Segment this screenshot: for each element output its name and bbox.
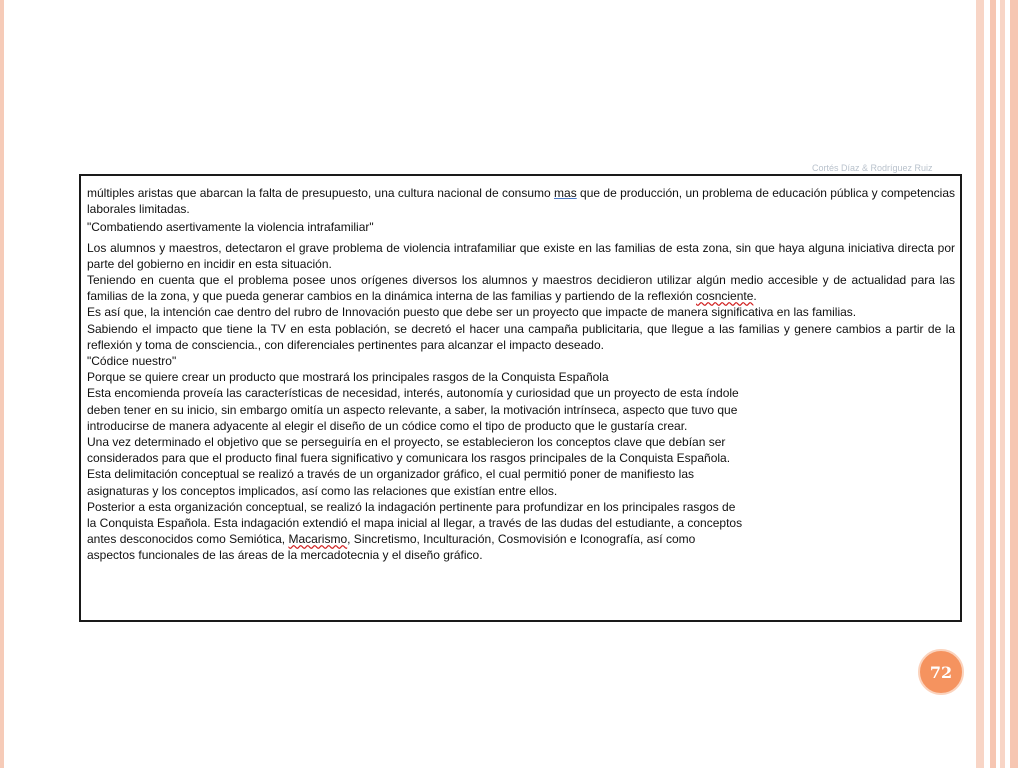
misspelled-word: Macarismo	[288, 532, 348, 547]
page-number-badge: 72	[918, 649, 964, 695]
text-line: la Conquista Española. Esta indagación extendió el mapa inicial al llegar, a través de las dudas del estudiante, a conceptos	[87, 516, 743, 531]
section-heading: "Combatiendo asertivamente la violencia intrafamiliar"	[87, 220, 374, 235]
text-line: considerados para que el producto final fuera significativo y comunicara los rasgos principales de la Conquista Española.	[87, 451, 731, 466]
paragraph: Porque se quiere crear un producto que mostrará los principales rasgos de la Conquista Española	[87, 370, 609, 385]
document-text	[87, 185, 955, 564]
paragraph: Teniendo en cuenta que el problema posee unos orígenes diversos los alumnos y maestros decidieron utilizar algún medio accesible y de actualidad para las familias de la zona, y que pueda generar cambios en la dinámica interna de las familias y partiendo de la reflexión cosnciente.	[87, 273, 955, 304]
text-line: Esta encomienda proveía las características de necesidad, interés, autonomía y curiosidad que un proyecto de esta índole	[87, 386, 739, 401]
misspelled-word: cosnciente	[696, 289, 754, 304]
section-heading: "Códice nuestro"	[87, 354, 177, 369]
text-line: deben tener en su inicio, sin embargo omitía un aspecto relevante, a saber, la motivación intrínseca, aspecto que tuvo que	[87, 402, 738, 417]
paragraph: Es así que, la intención cae dentro del rubro de Innovación puesto que debe ser un proyecto que impacte de manera significativa en las familias.	[87, 305, 857, 320]
hyperlink-word: mas	[554, 186, 577, 200]
text-line: asignaturas y los conceptos implicados, así como las relaciones que existían entre ellos.	[87, 483, 558, 498]
text-line: aspectos funcionales de las áreas de la mercadotecnia y el diseño gráfico.	[87, 548, 483, 563]
paragraph: múltiples aristas que abarcan la falta de presupuesto, una cultura nacional de consumo mas que de producción, un problema de educación pública y competencias laborales limitadas.	[87, 186, 956, 217]
decor-stripe	[1010, 0, 1018, 768]
document-header: Cortés Díaz & Rodríguez Ruiz	[812, 163, 933, 173]
text-line: introducirse de manera adyacente al elegir el diseño de un códice como el tipo de producto que le gustaría crear.	[87, 418, 688, 433]
text-line: Esta delimitación conceptual se realizó a través de un organizador gráfico, el cual permitió poner de manifiesto las	[87, 467, 694, 482]
text-line: antes desconocidos como Semiótica, Macarismo, Sincretismo, Inculturación, Cosmovisión e Iconografía, así como	[87, 532, 696, 547]
document-excerpt	[79, 174, 962, 622]
paragraph: Sabiendo el impacto que tiene la TV en esta población, se decretó el hacer una campaña publicitaria, que llegue a las familias y genere cambios a partir de la reflexión y toma de consciencia., con diferenciales pertinentes para alcanzar el impacto deseado.	[87, 321, 955, 352]
decor-stripe	[1000, 0, 1005, 768]
decor-stripe	[990, 0, 996, 768]
slide-left-border	[0, 0, 4, 768]
decor-stripe	[976, 0, 984, 768]
text-line: Posterior a esta organización conceptual, se realizó la indagación pertinente para profundizar en los principales rasgos de	[87, 499, 736, 514]
paragraph: Los alumnos y maestros, detectaron el grave problema de violencia intrafamiliar que existe en las familias de esta zona, sin que haya alguna iniciativa directa por parte del gobierno en incidir en esta situación.	[87, 240, 955, 271]
text-line: Una vez determinado el objetivo que se perseguiría en el proyecto, se establecieron los conceptos clave que debían ser	[87, 435, 726, 450]
